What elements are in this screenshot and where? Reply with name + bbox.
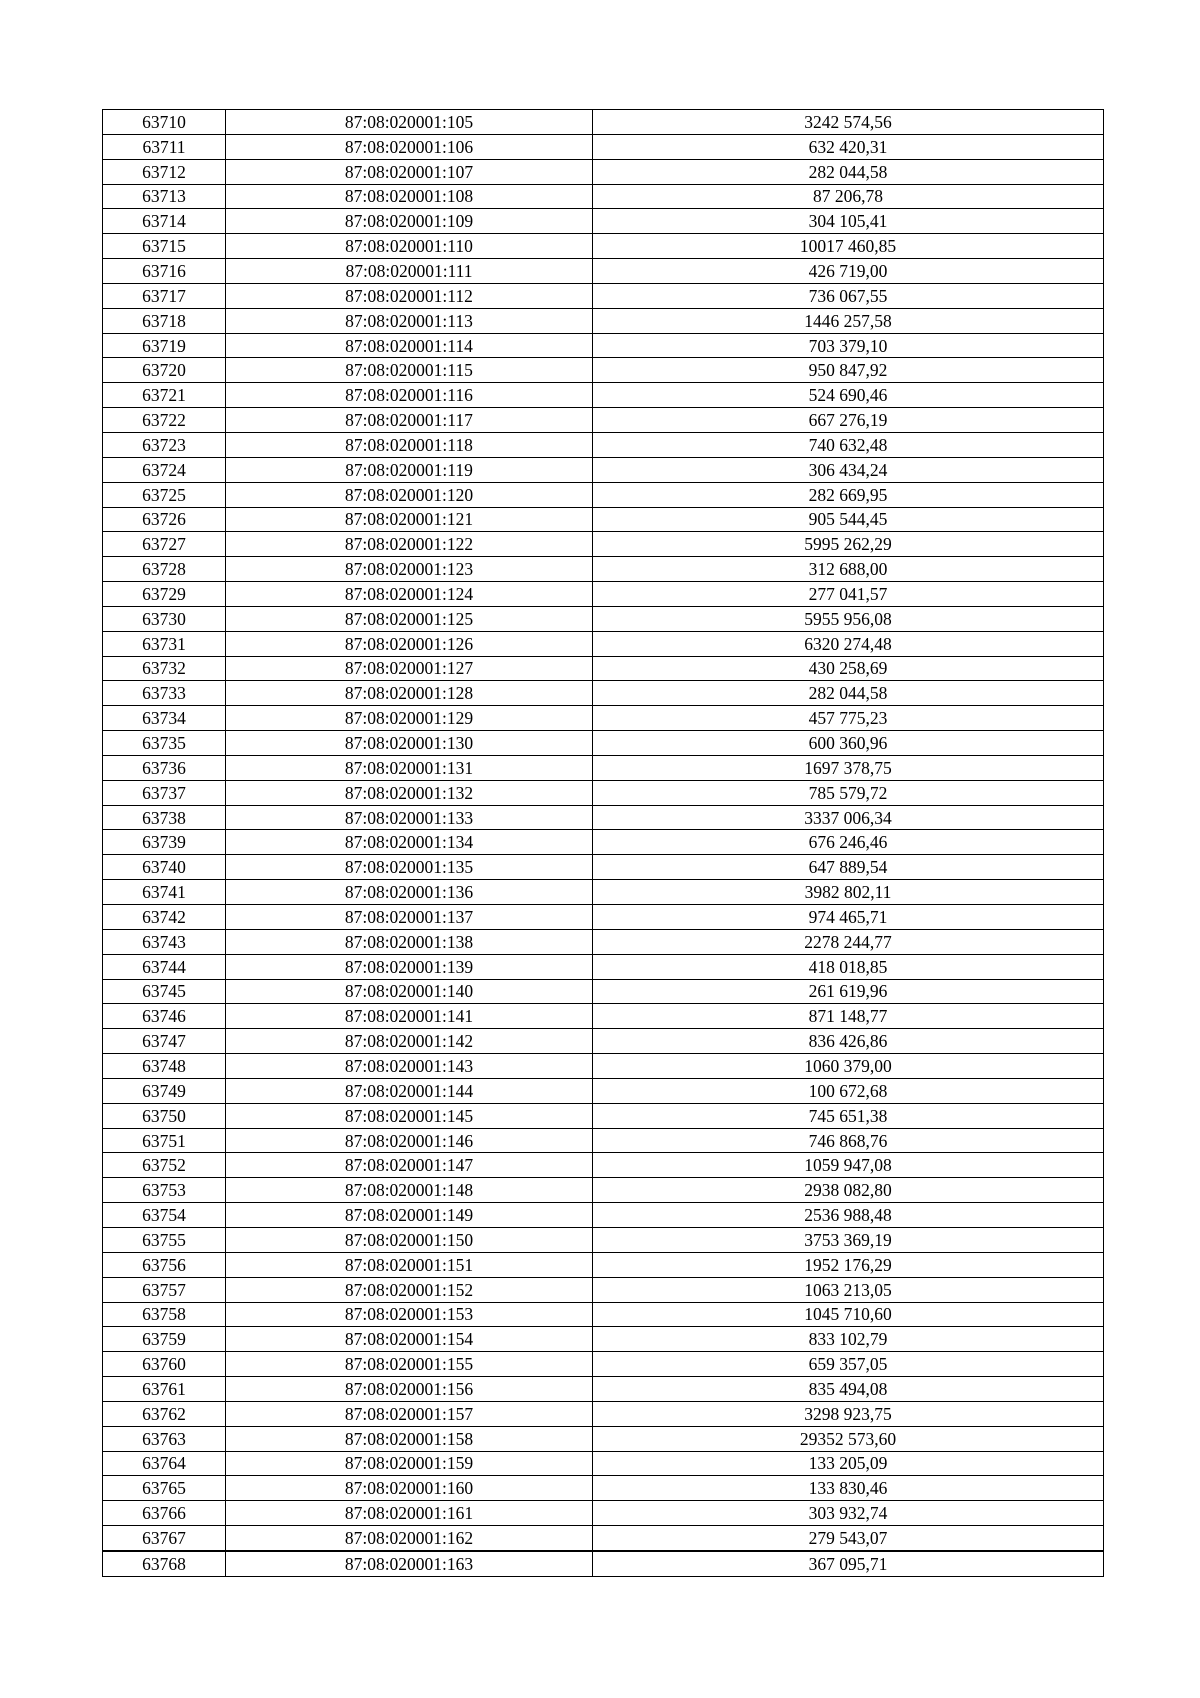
row-number-cell: 63740 (103, 855, 226, 880)
value-cell: 1060 379,00 (593, 1054, 1104, 1079)
table-row (103, 1551, 1104, 1576)
table-row (103, 1252, 1104, 1277)
cadastral-number-cell: 87:08:020001:108 (226, 184, 593, 209)
value-cell: 703 379,10 (593, 333, 1104, 358)
value-cell: 905 544,45 (593, 507, 1104, 532)
value-cell: 282 044,58 (593, 159, 1104, 184)
table-row (103, 408, 1104, 433)
cadastral-number-cell: 87:08:020001:136 (226, 880, 593, 905)
row-number-cell: 63735 (103, 731, 226, 756)
cadastral-number-cell: 87:08:020001:122 (226, 532, 593, 557)
table-row (103, 259, 1104, 284)
value-cell: 5955 956,08 (593, 606, 1104, 631)
value-cell: 133 205,09 (593, 1451, 1104, 1476)
row-number-cell: 63749 (103, 1078, 226, 1103)
table-row (103, 830, 1104, 855)
value-cell: 303 932,74 (593, 1501, 1104, 1526)
value-cell: 5995 262,29 (593, 532, 1104, 557)
value-cell: 306 434,24 (593, 457, 1104, 482)
cadastral-number-cell: 87:08:020001:144 (226, 1078, 593, 1103)
cadastral-number-cell: 87:08:020001:110 (226, 234, 593, 259)
table-row (103, 1451, 1104, 1476)
value-cell: 871 148,77 (593, 1004, 1104, 1029)
row-number-cell: 63758 (103, 1302, 226, 1327)
row-number-cell: 63757 (103, 1277, 226, 1302)
cadastral-number-cell: 87:08:020001:130 (226, 731, 593, 756)
cadastral-number-cell: 87:08:020001:116 (226, 383, 593, 408)
table-row (103, 457, 1104, 482)
table-row (103, 606, 1104, 631)
value-cell: 1446 257,58 (593, 308, 1104, 333)
cadastral-number-cell: 87:08:020001:158 (226, 1426, 593, 1451)
row-number-cell: 63722 (103, 408, 226, 433)
value-cell: 3337 006,34 (593, 805, 1104, 830)
row-number-cell: 63731 (103, 631, 226, 656)
row-number-cell: 63724 (103, 457, 226, 482)
table-row (103, 905, 1104, 930)
cadastral-number-cell: 87:08:020001:118 (226, 432, 593, 457)
row-number-cell: 63761 (103, 1377, 226, 1402)
table-row (103, 706, 1104, 731)
table-row (103, 110, 1104, 135)
row-number-cell: 63712 (103, 159, 226, 184)
table-row (103, 755, 1104, 780)
cadastral-number-cell: 87:08:020001:141 (226, 1004, 593, 1029)
row-number-cell: 63723 (103, 432, 226, 457)
value-cell: 2938 082,80 (593, 1178, 1104, 1203)
row-number-cell: 63725 (103, 482, 226, 507)
table-row (103, 383, 1104, 408)
cadastral-number-cell: 87:08:020001:132 (226, 780, 593, 805)
value-cell: 279 543,07 (593, 1526, 1104, 1551)
row-number-cell: 63764 (103, 1451, 226, 1476)
registry-table (102, 109, 1104, 1577)
row-number-cell: 63748 (103, 1054, 226, 1079)
table-row (103, 134, 1104, 159)
cadastral-number-cell: 87:08:020001:146 (226, 1128, 593, 1153)
cadastral-number-cell: 87:08:020001:139 (226, 954, 593, 979)
table-row (103, 1401, 1104, 1426)
table-row (103, 532, 1104, 557)
table-row (103, 1327, 1104, 1352)
table-row (103, 855, 1104, 880)
cadastral-number-cell: 87:08:020001:142 (226, 1029, 593, 1054)
cadastral-number-cell: 87:08:020001:145 (226, 1103, 593, 1128)
row-number-cell: 63750 (103, 1103, 226, 1128)
table-row (103, 159, 1104, 184)
row-number-cell: 63729 (103, 582, 226, 607)
value-cell: 746 868,76 (593, 1128, 1104, 1153)
cadastral-number-cell: 87:08:020001:155 (226, 1352, 593, 1377)
cadastral-number-cell: 87:08:020001:115 (226, 358, 593, 383)
cadastral-number-cell: 87:08:020001:152 (226, 1277, 593, 1302)
cadastral-number-cell: 87:08:020001:148 (226, 1178, 593, 1203)
row-number-cell: 63743 (103, 929, 226, 954)
table-row (103, 358, 1104, 383)
table-row (103, 1128, 1104, 1153)
row-number-cell: 63721 (103, 383, 226, 408)
table-row (103, 805, 1104, 830)
value-cell: 6320 274,48 (593, 631, 1104, 656)
cadastral-number-cell: 87:08:020001:151 (226, 1252, 593, 1277)
cadastral-number-cell: 87:08:020001:156 (226, 1377, 593, 1402)
value-cell: 785 579,72 (593, 780, 1104, 805)
cadastral-number-cell: 87:08:020001:106 (226, 134, 593, 159)
cadastral-number-cell: 87:08:020001:154 (226, 1327, 593, 1352)
row-number-cell: 63711 (103, 134, 226, 159)
row-number-cell: 63759 (103, 1327, 226, 1352)
table-row (103, 184, 1104, 209)
row-number-cell: 63751 (103, 1128, 226, 1153)
cadastral-number-cell: 87:08:020001:157 (226, 1401, 593, 1426)
row-number-cell: 63753 (103, 1178, 226, 1203)
row-number-cell: 63718 (103, 308, 226, 333)
cadastral-number-cell: 87:08:020001:111 (226, 259, 593, 284)
cadastral-number-cell: 87:08:020001:159 (226, 1451, 593, 1476)
row-number-cell: 63752 (103, 1153, 226, 1178)
table-row (103, 681, 1104, 706)
value-cell: 632 420,31 (593, 134, 1104, 159)
row-number-cell: 63730 (103, 606, 226, 631)
value-cell: 3298 923,75 (593, 1401, 1104, 1426)
cadastral-number-cell: 87:08:020001:150 (226, 1227, 593, 1252)
cadastral-number-cell: 87:08:020001:127 (226, 656, 593, 681)
value-cell: 426 719,00 (593, 259, 1104, 284)
row-number-cell: 63726 (103, 507, 226, 532)
value-cell: 367 095,71 (593, 1551, 1104, 1576)
row-number-cell: 63742 (103, 905, 226, 930)
row-number-cell: 63746 (103, 1004, 226, 1029)
row-number-cell: 63755 (103, 1227, 226, 1252)
row-number-cell: 63737 (103, 780, 226, 805)
row-number-cell: 63754 (103, 1203, 226, 1228)
row-number-cell: 63728 (103, 557, 226, 582)
value-cell: 10017 460,85 (593, 234, 1104, 259)
table-row (103, 1203, 1104, 1228)
value-cell: 312 688,00 (593, 557, 1104, 582)
value-cell: 3753 369,19 (593, 1227, 1104, 1252)
value-cell: 2278 244,77 (593, 929, 1104, 954)
cadastral-number-cell: 87:08:020001:112 (226, 283, 593, 308)
cadastral-number-cell: 87:08:020001:161 (226, 1501, 593, 1526)
table-row (103, 582, 1104, 607)
value-cell: 418 018,85 (593, 954, 1104, 979)
table-row (103, 1178, 1104, 1203)
table-row (103, 333, 1104, 358)
value-cell: 1697 378,75 (593, 755, 1104, 780)
cadastral-number-cell: 87:08:020001:125 (226, 606, 593, 631)
table-row (103, 1103, 1104, 1128)
table-row (103, 1153, 1104, 1178)
value-cell: 3242 574,56 (593, 110, 1104, 135)
cadastral-number-cell: 87:08:020001:162 (226, 1526, 593, 1551)
row-number-cell: 63744 (103, 954, 226, 979)
table-row (103, 979, 1104, 1004)
cadastral-number-cell: 87:08:020001:109 (226, 209, 593, 234)
value-cell: 600 360,96 (593, 731, 1104, 756)
cadastral-number-cell: 87:08:020001:135 (226, 855, 593, 880)
row-number-cell: 63710 (103, 110, 226, 135)
row-number-cell: 63713 (103, 184, 226, 209)
value-cell: 100 672,68 (593, 1078, 1104, 1103)
value-cell: 133 830,46 (593, 1476, 1104, 1501)
row-number-cell: 63736 (103, 755, 226, 780)
row-number-cell: 63739 (103, 830, 226, 855)
value-cell: 950 847,92 (593, 358, 1104, 383)
row-number-cell: 63756 (103, 1252, 226, 1277)
value-cell: 524 690,46 (593, 383, 1104, 408)
cadastral-number-cell: 87:08:020001:134 (226, 830, 593, 855)
table-body (103, 110, 1104, 1577)
table-row (103, 1078, 1104, 1103)
value-cell: 457 775,23 (593, 706, 1104, 731)
table-row (103, 1004, 1104, 1029)
value-cell: 1952 176,29 (593, 1252, 1104, 1277)
row-number-cell: 63716 (103, 259, 226, 284)
table-row (103, 1476, 1104, 1501)
row-number-cell: 63763 (103, 1426, 226, 1451)
value-cell: 2536 988,48 (593, 1203, 1104, 1228)
cadastral-number-cell: 87:08:020001:128 (226, 681, 593, 706)
row-number-cell: 63762 (103, 1401, 226, 1426)
table-row (103, 1277, 1104, 1302)
row-number-cell: 63732 (103, 656, 226, 681)
value-cell: 282 044,58 (593, 681, 1104, 706)
row-number-cell: 63733 (103, 681, 226, 706)
row-number-cell: 63766 (103, 1501, 226, 1526)
value-cell: 974 465,71 (593, 905, 1104, 930)
cadastral-number-cell: 87:08:020001:126 (226, 631, 593, 656)
value-cell: 736 067,55 (593, 283, 1104, 308)
value-cell: 261 619,96 (593, 979, 1104, 1004)
cadastral-number-cell: 87:08:020001:129 (226, 706, 593, 731)
row-number-cell: 63734 (103, 706, 226, 731)
row-number-cell: 63719 (103, 333, 226, 358)
table-row (103, 929, 1104, 954)
cadastral-number-cell: 87:08:020001:121 (226, 507, 593, 532)
row-number-cell: 63760 (103, 1352, 226, 1377)
cadastral-number-cell: 87:08:020001:123 (226, 557, 593, 582)
row-number-cell: 63727 (103, 532, 226, 557)
row-number-cell: 63765 (103, 1476, 226, 1501)
cadastral-number-cell: 87:08:020001:137 (226, 905, 593, 930)
cadastral-number-cell: 87:08:020001:117 (226, 408, 593, 433)
cadastral-number-cell: 87:08:020001:120 (226, 482, 593, 507)
cadastral-number-cell: 87:08:020001:119 (226, 457, 593, 482)
cadastral-number-cell: 87:08:020001:107 (226, 159, 593, 184)
cadastral-number-cell: 87:08:020001:143 (226, 1054, 593, 1079)
value-cell: 430 258,69 (593, 656, 1104, 681)
table-row (103, 1227, 1104, 1252)
table-row (103, 954, 1104, 979)
cadastral-number-cell: 87:08:020001:113 (226, 308, 593, 333)
value-cell: 740 632,48 (593, 432, 1104, 457)
table-row (103, 1352, 1104, 1377)
table-row (103, 1377, 1104, 1402)
value-cell: 833 102,79 (593, 1327, 1104, 1352)
table-row (103, 308, 1104, 333)
table-row (103, 1526, 1104, 1551)
value-cell: 835 494,08 (593, 1377, 1104, 1402)
cadastral-number-cell: 87:08:020001:138 (226, 929, 593, 954)
value-cell: 659 357,05 (593, 1352, 1104, 1377)
cadastral-number-cell: 87:08:020001:105 (226, 110, 593, 135)
value-cell: 304 105,41 (593, 209, 1104, 234)
table-row (103, 656, 1104, 681)
table-row (103, 507, 1104, 532)
row-number-cell: 63741 (103, 880, 226, 905)
table-row (103, 731, 1104, 756)
value-cell: 1045 710,60 (593, 1302, 1104, 1327)
table-row (103, 283, 1104, 308)
row-number-cell: 63768 (103, 1551, 226, 1576)
cadastral-number-cell: 87:08:020001:140 (226, 979, 593, 1004)
value-cell: 745 651,38 (593, 1103, 1104, 1128)
cadastral-number-cell: 87:08:020001:163 (226, 1551, 593, 1576)
row-number-cell: 63715 (103, 234, 226, 259)
row-number-cell: 63714 (103, 209, 226, 234)
cadastral-number-cell: 87:08:020001:131 (226, 755, 593, 780)
cadastral-number-cell: 87:08:020001:124 (226, 582, 593, 607)
table-row (103, 1426, 1104, 1451)
row-number-cell: 63717 (103, 283, 226, 308)
value-cell: 87 206,78 (593, 184, 1104, 209)
row-number-cell: 63745 (103, 979, 226, 1004)
row-number-cell: 63767 (103, 1526, 226, 1551)
table-row (103, 432, 1104, 457)
table-row (103, 557, 1104, 582)
table-row (103, 631, 1104, 656)
value-cell: 3982 802,11 (593, 880, 1104, 905)
row-number-cell: 63747 (103, 1029, 226, 1054)
value-cell: 667 276,19 (593, 408, 1104, 433)
value-cell: 836 426,86 (593, 1029, 1104, 1054)
value-cell: 29352 573,60 (593, 1426, 1104, 1451)
cadastral-number-cell: 87:08:020001:153 (226, 1302, 593, 1327)
cadastral-number-cell: 87:08:020001:133 (226, 805, 593, 830)
table-row (103, 1501, 1104, 1526)
value-cell: 282 669,95 (593, 482, 1104, 507)
cadastral-number-cell: 87:08:020001:149 (226, 1203, 593, 1228)
cadastral-number-cell: 87:08:020001:114 (226, 333, 593, 358)
table-row (103, 234, 1104, 259)
row-number-cell: 63738 (103, 805, 226, 830)
value-cell: 647 889,54 (593, 855, 1104, 880)
cadastral-number-cell: 87:08:020001:147 (226, 1153, 593, 1178)
value-cell: 1063 213,05 (593, 1277, 1104, 1302)
table-row (103, 1054, 1104, 1079)
table-row (103, 482, 1104, 507)
row-number-cell: 63720 (103, 358, 226, 383)
table-row (103, 1302, 1104, 1327)
cadastral-number-cell: 87:08:020001:160 (226, 1476, 593, 1501)
value-cell: 1059 947,08 (593, 1153, 1104, 1178)
value-cell: 277 041,57 (593, 582, 1104, 607)
table-row (103, 880, 1104, 905)
table-row (103, 209, 1104, 234)
value-cell: 676 246,46 (593, 830, 1104, 855)
table-row (103, 780, 1104, 805)
table-row (103, 1029, 1104, 1054)
